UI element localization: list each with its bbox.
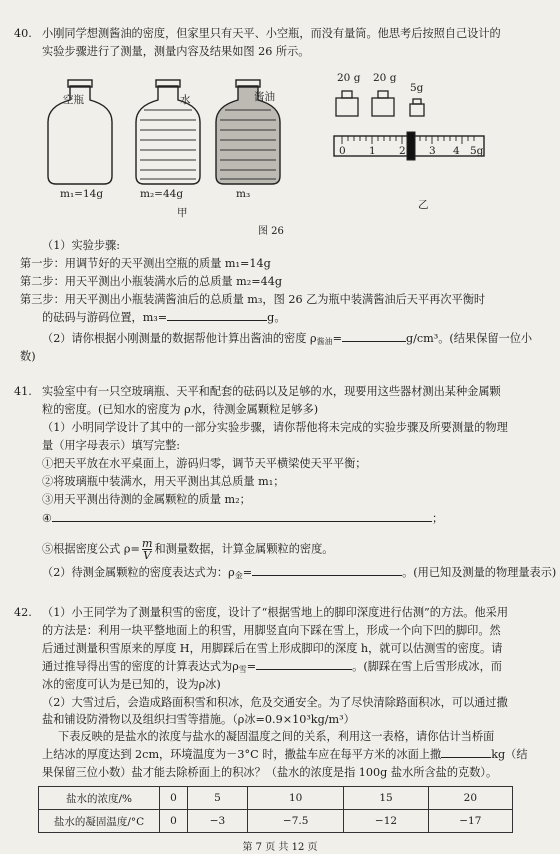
q42-b-line2: 盐和铺设防滑物以及组织扫雪等措施。（ρ冰=0.9×10³kg/m³） [42, 713, 355, 726]
table-cell: 10 [247, 787, 343, 810]
q42-b-line3: 下表反映的是盐水的浓度与盐水的凝固温度之间的关系，利用这一表格，请你估计当桥面 [58, 730, 495, 743]
table-cell: −12 [344, 810, 428, 833]
q42-b-line5: 果保留三位小数）盐才能去除桥面上的积冰？（盐水的浓度是指 100g 盐水所含盐的克数）。 [42, 766, 498, 779]
ruler-tick-2: 2 [399, 145, 406, 157]
ruler-tick-1: 1 [369, 145, 376, 157]
rider [407, 132, 415, 160]
q40-intro-line1: 小刚同学想测酱油的密度，但家里只有天平、小空瓶，而没有量筒。他思考后按照自己设计的 [42, 27, 501, 40]
q42-b-line4: 上结冰的厚度达到 2cm，环境温度为－3°C 时，撒盐车应在每平方米的冰面上撒 kg（结 [42, 748, 528, 761]
balance-ruler [334, 132, 484, 160]
q40-step3: 第三步：用天平测出小瓶装满酱油后的总质量 m₃，图 26 乙为瓶中装满酱油后天平再次平衡时 [20, 293, 486, 306]
q41-intro-line1: 实验室中有一只空玻璃瓶、天平和配套的砝码以及足够的水，现要用这些器材测出某种金属颗 [42, 385, 501, 398]
ruler-tick-4: 4 [453, 145, 460, 157]
ruler-tick-0: 0 [339, 145, 346, 157]
table-header-freezing-temp: 盐水的凝固温度/°C [39, 810, 160, 833]
q41-step3: ③用天平测出待测的金属颗粒的质量 m₂； [42, 493, 251, 506]
metal-density-blank[interactable] [252, 575, 402, 576]
q42-number: 42. [14, 606, 32, 619]
q40-steps-heading: （1）实验步骤: [42, 239, 121, 252]
snow-density-blank[interactable] [256, 669, 352, 670]
q41-part1-line2: 量（用字母表示）填写完整: [42, 439, 181, 452]
weight-label-3: 5g [410, 82, 424, 94]
q42-a-line1: （1）小王同学为了测量积雪的密度，设计了“根据雪地上的脚印深度进行估测”的方法。他采用 [42, 606, 509, 619]
table-cell: 15 [344, 787, 428, 810]
page-footer: 第 7 页 共 12 页 [242, 842, 318, 853]
q40-step2: 第二步：用天平测出小瓶装满水后的总质量 m₂=44g [20, 275, 282, 288]
density-answer-blank[interactable] [342, 341, 406, 342]
label-m3: m₃ [236, 188, 251, 200]
label-water: 水 [180, 94, 191, 106]
q41-step4: ④ ； [42, 512, 444, 525]
ruler-tick-3: 3 [429, 145, 436, 157]
q41-intro-line2: 粒的密度。(已知水的密度为 ρ水，待测金属颗粒足够多) [42, 403, 319, 416]
q42-a-line2: 的方法是：利用一块平整地面上的积雪，用脚竖直向下踩在雪上，形成一个向下凹的脚印。然 [42, 624, 501, 637]
label-empty-bottle: 空瓶 [63, 94, 84, 106]
table-row [39, 787, 513, 810]
label-m2: m₂=44g [140, 188, 184, 200]
table-cell: −17 [428, 810, 512, 833]
q41-number: 41. [14, 385, 32, 398]
label-jia: 甲 [177, 207, 188, 219]
q42-b-line1: （2）大雪过后，会造成路面积雪和积冰，危及交通安全。为了尽快清除路面积冰，可以通过撒 [42, 696, 508, 709]
q41-part2: （2）待测金属颗粒的密度表达式为：$\rho_金=$ 。(用已知及测量的物理量表示) [42, 566, 557, 580]
table-cell: −7.5 [247, 810, 343, 833]
step4-answer-blank[interactable] [52, 521, 432, 522]
table-cell: 20 [428, 787, 512, 810]
q40-part2-end: 数) [20, 350, 36, 363]
table-cell: 0 [160, 810, 188, 833]
figure-caption: 图 26 [258, 226, 284, 237]
weight-label-2: 20 g [373, 72, 397, 84]
weights [336, 91, 424, 116]
label-soy-sauce: 酱油 [254, 91, 275, 103]
q42-a-line5: 冰的密度可认为是已知的，设为ρ冰) [42, 678, 221, 691]
q40-step3-line2: 的砝码与游码位置，m₃= g。 [42, 311, 286, 324]
salt-amount-blank[interactable] [441, 757, 491, 758]
q40-step1: 第一步：用调节好的天平测出空瓶的质量 m₁=14g [20, 257, 271, 270]
q40-number: 40. [14, 27, 32, 40]
label-m1: m₁=14g [60, 188, 104, 200]
figure-26 [40, 64, 500, 214]
q41-part1-line1: （1）小明同学设计了其中的一部分实验步骤，请你帮他将未完成的实验步骤及所要测量的物理 [42, 421, 508, 434]
table-header-concentration: 盐水的浓度/% [39, 787, 160, 810]
table-cell: −3 [187, 810, 247, 833]
q42-a-line3: 后通过测量积雪原来的厚度 H，用脚踩后在雪上形成脚印的深度 h，就可以估测雪的密度。请 [42, 642, 503, 655]
q41-step5: ⑤根据密度公式 ρ= $\frac{m}{V}$ 和测量数据，计算金属颗粒的密度。 [42, 537, 334, 562]
q41-step2: ②将玻璃瓶中装满水，用天平测出其总质量 m₁； [42, 475, 285, 488]
label-yi: 乙 [418, 199, 429, 211]
salt-freezing-table [38, 786, 513, 833]
table-cell: 5 [187, 787, 247, 810]
table-row [39, 810, 513, 833]
q41-step1: ①把天平放在水平桌面上，游码归零，调节天平横梁使天平平衡； [42, 457, 367, 470]
weight-label-1: 20 g [337, 72, 361, 84]
table-cell: 0 [160, 787, 188, 810]
q40-intro-line2: 实验步骤进行了测量，测量内容及结果如图 26 所示。 [42, 45, 310, 58]
m3-answer-blank[interactable] [167, 320, 267, 321]
q40-part2: （2）请你根据小刚测量的数据帮他计算出酱油的密度 $\rho_{酱油}= g/cm^3$。(结果保留一位小 [42, 332, 533, 346]
ruler-tick-5: 5g [470, 145, 484, 157]
q42-a-line4: 通过推导得出雪的密度的计算表达式为$\rho_雪=$ 。(脚踩在雪上后雪形成冰，而 [42, 660, 502, 674]
